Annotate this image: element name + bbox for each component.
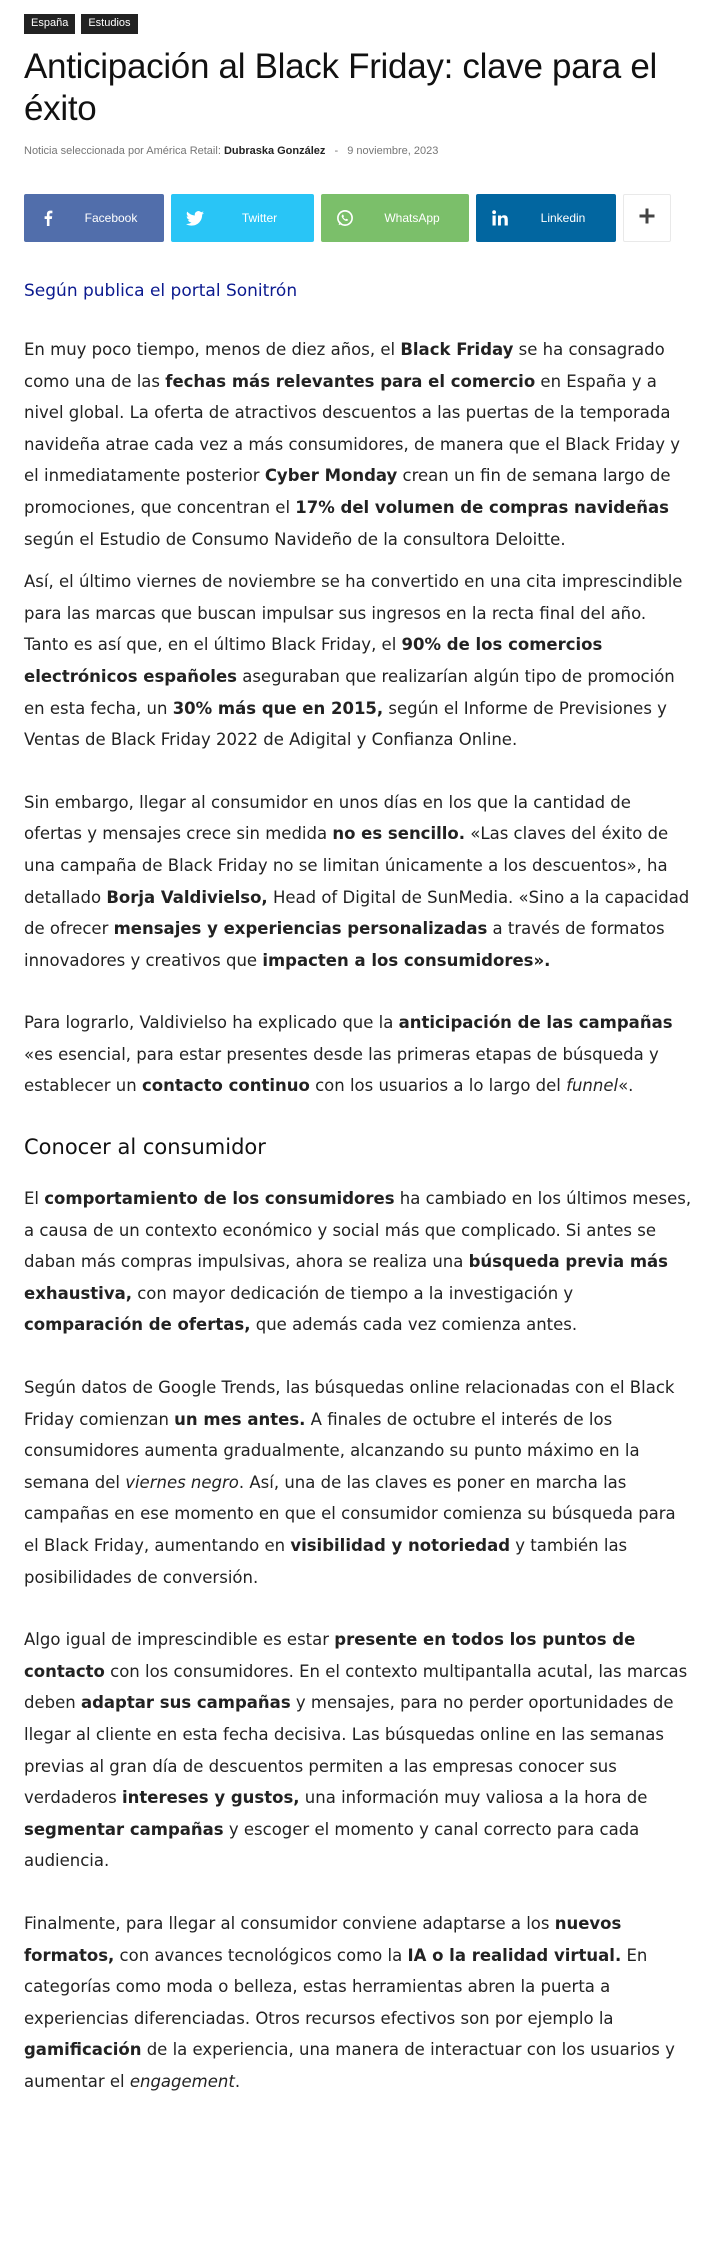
paragraph-5: El comportamiento de los consumidores ha cambiado en los últimos meses, a causa de un contexto económico y social más que complicado. Si antes se daban más compras impulsivas, ahora se realiza una búsqueda previa más exhaustiva, con mayor dedicación de tiempo a la investigación y comparación de ofertas, que además cada vez comienza antes. (24, 1189, 692, 1335)
paragraph-8: Finalmente, para llegar al consumidor conviene adaptarse a los nuevos formatos, con avances tecnológicos como la IA o la realidad virtual. En categorías como moda o belleza, estas herramientas abren la puerta a experiencias diferenciadas. Otros recursos efectivos son por ejemplo la gamificación de la experiencia, una manera de interactuar con los usuarios y aumentar el engagement. (24, 1913, 675, 2091)
share-facebook-label: Facebook (84, 211, 138, 225)
share-linkedin-button[interactable] (476, 194, 616, 242)
paragraph-6: Según datos de Google Trends, las búsquedas online relacionadas con el Black Friday comienzan un mes antes. A finales de octubre el interés de los consumidores aumenta gradualmente, alcanzando su punto máximo en la semana del viernes negro. Así, una de las claves es poner en marcha las campañas en ese momento en que el consumidor comienza su búsqueda para el Black Friday, aumentando en visibilidad y notoriedad y también las posibilidades de conversión. (24, 1378, 676, 1587)
paragraph-7: Algo igual de imprescindible es estar presente en todos los puntos de contacto con los consumidores. En el contexto multipantalla acutal, las marcas deben adaptar sus campañas y mensajes, para no perder oportunidades de llegar al cliente en esta fecha decisiva. Las búsquedas online en las semanas previas al gran día de descuentos permiten a las empresas conocer sus verdaderos intereses y gustos, una información muy valiosa a la hora de segmentar campañas y escoger el momento y canal correcto para cada audiencia. (24, 1630, 688, 1871)
share-bar (24, 194, 693, 242)
article-body (24, 334, 693, 2098)
author-link[interactable]: Dubraska González (223, 145, 326, 157)
article-title: Anticipación al Black Friday: clave para el éxito (24, 47, 657, 128)
paragraph-3: Sin embargo, llegar al consumidor en unos días en los que la cantidad de ofertas y mensajes crece sin medida no es sencillo. «Las claves del éxito de una campaña de Black Friday no se limitan únicamente a los descuentos», ha detallado Borja Valdivielso, Head of Digital de SunMedia. «Sino a la capacidad de ofrecer mensajes y experiencias personalizadas a través de formatos innovadores y creativos que impacten a los consumidores». (24, 792, 690, 970)
source-link[interactable]: Según publica el portal Sonitrón (24, 281, 298, 301)
whatsapp-icon (321, 209, 369, 227)
category-tags (24, 14, 693, 34)
plus-icon (639, 208, 655, 228)
linkedin-icon (476, 210, 524, 226)
meta-separator: - (334, 145, 339, 157)
paragraph-1: En muy poco tiempo, menos de diez años, el Black Friday se ha consagrado como una de las fechas más relevantes para el comercio en España y a nivel global. La oferta de atractivos descuentos a las puertas de la temporada navideña atrae cada vez a más consumidores, de manera que el Black Friday y el inmediatamente posterior Cyber Monday crean un fin de semana largo de promociones, que concentran el 17% del volumen de compras navideñas según el Estudio de Consumo Navideño de la consultora Deloitte. (24, 340, 681, 549)
article-meta (24, 145, 693, 157)
share-twitter-label: Twitter (241, 211, 278, 225)
category-tag-estudios[interactable]: Estudios (81, 14, 137, 34)
share-whatsapp-button[interactable] (321, 194, 469, 242)
category-tag-espana[interactable]: España (24, 14, 75, 34)
share-whatsapp-label: WhatsApp (384, 211, 440, 225)
paragraph-4: Para lograrlo, Valdivielso ha explicado que la anticipación de las campañas «es esencial, para estar presentes desde las primeras etapas de búsqueda y establecer un contacto continuo con los usuarios a lo largo del funnel«. (24, 1013, 673, 1096)
meta-prefix: Noticia seleccionada por América Retail: (24, 145, 221, 157)
share-linkedin-label: Linkedin (540, 211, 586, 225)
facebook-icon (24, 210, 72, 226)
twitter-icon (171, 211, 219, 226)
share-more-button[interactable] (623, 194, 671, 242)
publish-date: 9 noviembre, 2023 (347, 145, 439, 157)
section-heading: Conocer al consumidor (24, 1135, 266, 1160)
paragraph-2: Así, el último viernes de noviembre se ha convertido en una cita imprescindible para las marcas que buscan impulsar sus ingresos en la recta final del año. Tanto es así que, en el último Black Friday, el 90% de los comercios electrónicos españoles aseguraban que realizarían algún tipo de promoción en esta fecha, un 30% más que en 2015, según el Informe de Previsiones y Ventas de Black Friday 2022 de Adigital y Confianza Online. (24, 572, 683, 750)
share-facebook-button[interactable] (24, 194, 164, 242)
share-twitter-button[interactable] (171, 194, 314, 242)
